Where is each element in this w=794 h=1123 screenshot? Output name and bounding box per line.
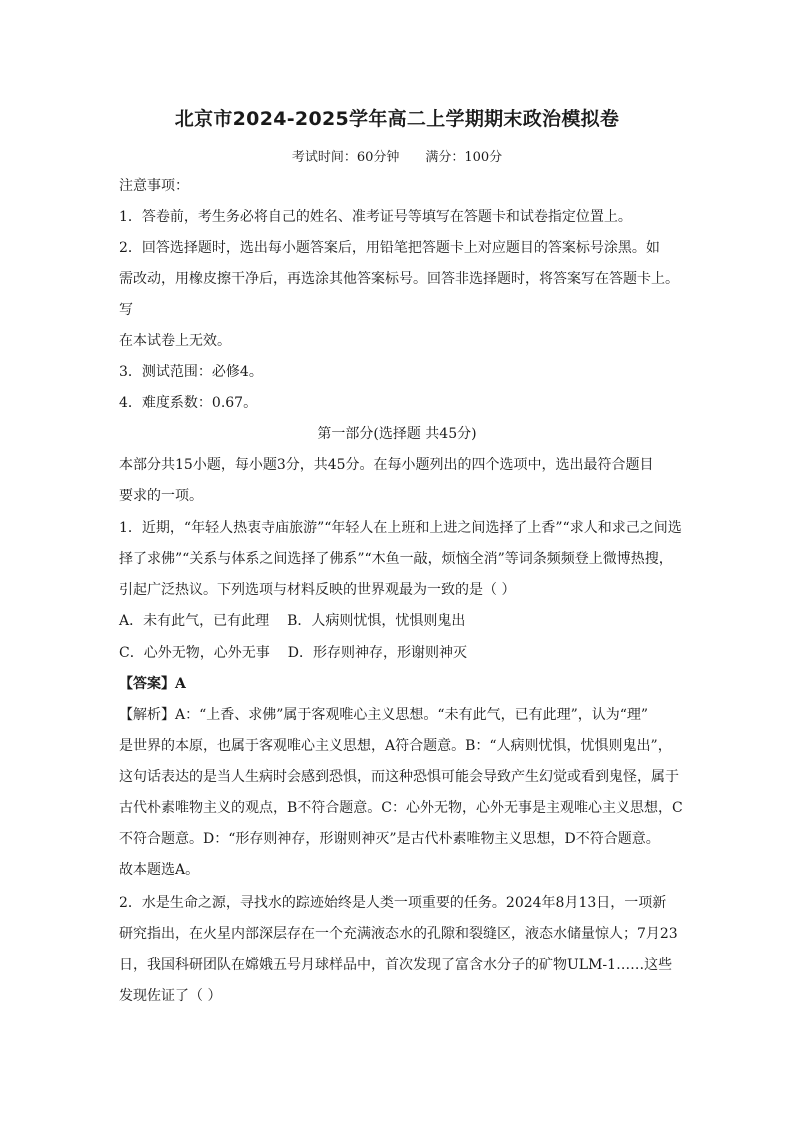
question-1-analysis: 古代朴素唯物主义的观点，B不符合题意。C：心外无物，心外无事是主观唯心主义思想，C bbox=[119, 800, 683, 816]
question-1-stem: 引起广泛热议。下列选项与材料反映的世界观最为一致的是（ ） bbox=[119, 582, 516, 598]
question-1-analysis: 不符合题意。D：“形存则神存，形谢则神灭”是古代朴素唯物主义思想，D不符合题意。 bbox=[119, 831, 660, 847]
exam-time: 考试时间：60分钟 bbox=[291, 150, 400, 165]
option-a: A．未有此气，已有此理 bbox=[119, 613, 270, 629]
full-score: 满分：100分 bbox=[425, 150, 503, 165]
question-2-stem: 日，我国科研团队在嫦娥五号月球样品中，首次发现了富含水分子的矿物ULM-1……这些 bbox=[119, 957, 673, 973]
notice-line: 4．难度系数：0.67。 bbox=[119, 395, 258, 411]
question-2-stem: 发现佐证了（ ） bbox=[119, 988, 222, 1004]
notice-line: 写 bbox=[119, 302, 133, 318]
section-title: 第一部分(选择题 共45分) bbox=[317, 426, 477, 442]
notice-line: 2．回答选择题时，选出每小题答案后，用铅笔把答题卡上对应题目的答案标号涂黑。如 bbox=[119, 240, 660, 256]
option-b: B．人病则忧惧，忧惧则鬼出 bbox=[287, 613, 466, 629]
exam-info bbox=[0, 146, 794, 165]
section-intro: 本部分共15小题，每小题3分，共45分。在每小题列出的四个选项中，选出最符合题目 bbox=[119, 457, 654, 473]
question-1-options-row-2 bbox=[119, 643, 467, 663]
option-d: D．形存则神存，形谢则神灭 bbox=[287, 645, 467, 661]
notice-line: 3．测试范围：必修4。 bbox=[119, 364, 263, 380]
question-1-analysis: 这句话表达的是当人生病时会感到恐惧，而这种恐惧可能会导致产生幻觉或看到鬼怪，属于 bbox=[119, 769, 679, 785]
option-c: C．心外无物，心外无事 bbox=[119, 645, 270, 661]
notice-line: 1．答卷前，考生务必将自己的姓名、准考证号等填写在答题卡和试卷指定位置上。 bbox=[119, 209, 632, 225]
question-1-analysis: 【解析】A：“上香、求佛”属于客观唯心主义思想。“未有此气，已有此理”，认为“理” bbox=[119, 707, 649, 723]
page-title: 北京市2024-2025学年高二上学期期末政治模拟卷 bbox=[174, 108, 620, 130]
question-2-stem: 2．水是生命之源，寻找水的踪迹始终是人类一项重要的任务。2024年8月13日，一项新 bbox=[119, 895, 667, 911]
question-1-stem: 1．近期，“年轻人热衷寺庙旅游”“年轻人在上班和上进之间选择了上香”“求人和求己之间选 bbox=[119, 520, 682, 536]
notice-line: 在本试卷上无效。 bbox=[119, 333, 231, 349]
question-1-analysis: 故本题选A。 bbox=[119, 862, 200, 878]
question-2-stem: 研究指出，在火星内部深层存在一个充满液态水的孔隙和裂缝区，液态水储量惊人；7月23 bbox=[119, 926, 678, 942]
question-1-answer: 【答案】A bbox=[119, 676, 186, 692]
notice-line: 需改动，用橡皮擦干净后，再选涂其他答案标号。回答非选择题时，将答案写在答题卡上。 bbox=[119, 271, 679, 287]
notice-heading: 注意事项： bbox=[119, 178, 189, 194]
question-1-stem: 择了求佛”“关系与体系之间选择了佛系”“木鱼一敲，烦恼全消”等词条频频登上微博热搜， bbox=[119, 551, 673, 567]
question-1-analysis: 是世界的本原，也属于客观唯心主义思想，A符合题意。B：“人病则忧惧，忧惧则鬼出”， bbox=[119, 738, 672, 754]
question-1-options-row-1 bbox=[119, 611, 465, 631]
section-intro: 要求的一项。 bbox=[119, 488, 203, 504]
